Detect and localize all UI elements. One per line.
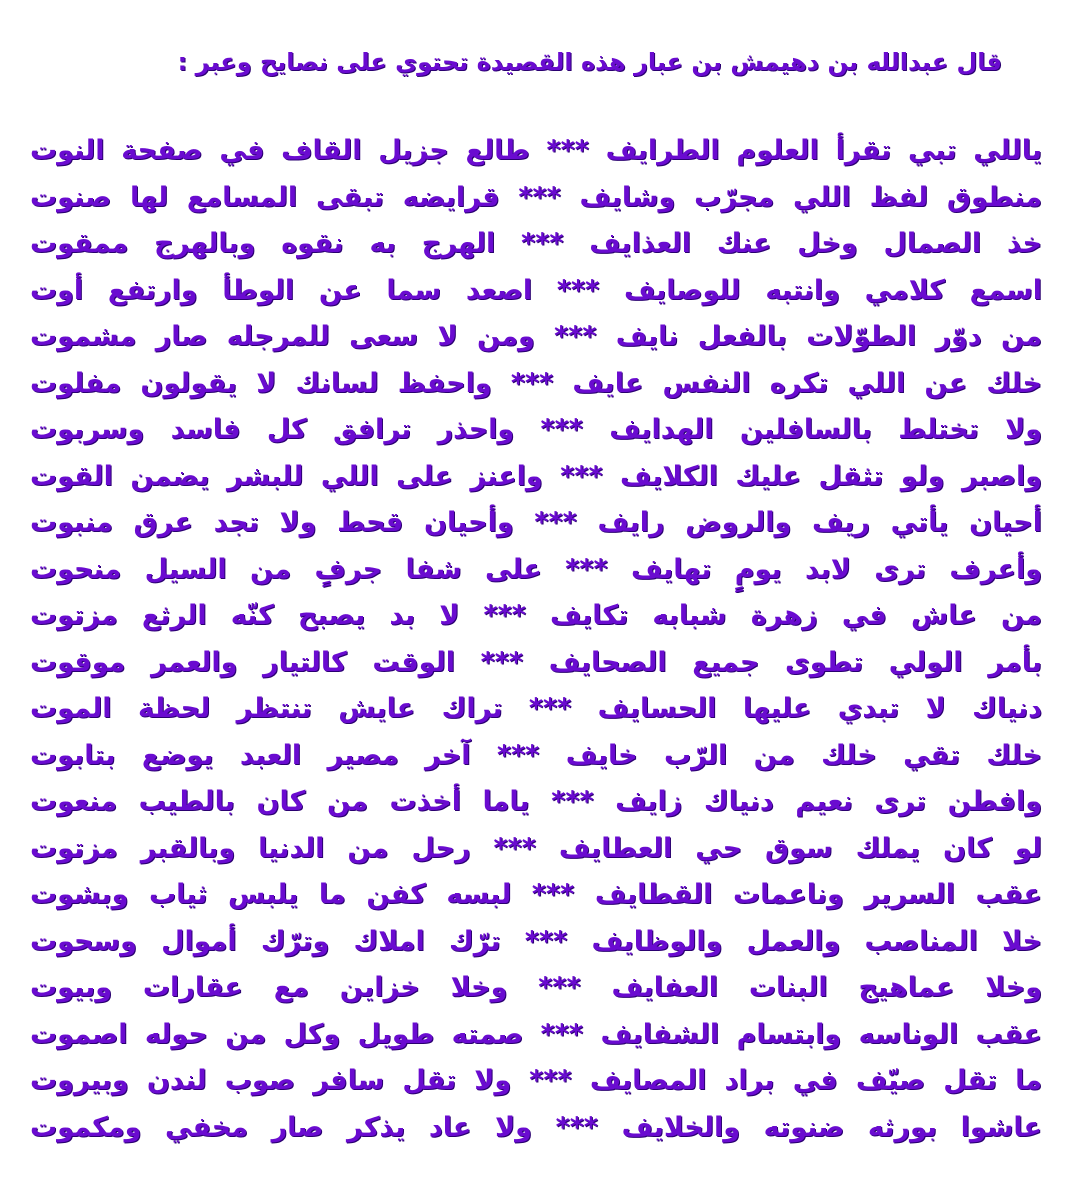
verse-line: ما تقل صيّف في براد المصايف *** ولا تقل سافر صوب لندن وبيروت <box>30 1065 1042 1096</box>
verse-line: خلك عن اللي تكره النفس عايف *** واحفظ لسانك لا يقولون مفلوت <box>30 367 1042 399</box>
verse-line: وخلا عماهيج البنات العفايف *** وخلا خزاين مع عقارات وبيوت <box>30 972 1042 1003</box>
verse-line: عاشوا بورثه ضنوته والخلايف *** ولا عاد يذكر صار مخفي ومكموت <box>30 1111 1042 1143</box>
verse-line: خلك تقي خلك من الرّب خايف *** آخر مصير العبد يوضع بتابوت <box>30 739 1042 771</box>
verse-line: ولا تختلط بالسافلين الهدايف *** واحذر ترافق كل فاسد وسربوت <box>30 414 1042 445</box>
verse-line: دنياك لا تبدي عليها الحسايف *** تراك عايش تنتظر لحظة الموت <box>30 693 1042 724</box>
verse-line: خلا المناصب والعمل والوظايف *** ترّك املاك وترّك أموال وسحوت <box>30 925 1042 957</box>
verse-line: من عاش في زهرة شبابه تكايف *** لا بد يصبح كنّه الرثع مزتوت <box>30 600 1042 631</box>
verse-line: من دوّر الطوّلات بالفعل نايف *** ومن لا سعى للمرجله صار مشموت <box>30 321 1042 352</box>
verse-line: واصبر ولو تثقل عليك الكلايف *** واعنز على اللي للبشر يضمن القوت <box>30 460 1042 492</box>
verse-line: عقب الوناسه وابتسام الشفايف *** صمته طويل وكل من حوله اصموت <box>30 1018 1042 1050</box>
verse-line: بأمر الولي تطوى جميع الصحايف *** الوقت كالتيار والعمر موقوت <box>30 646 1042 678</box>
verse-line: اسمع كلامي وانتبه للوصايف *** اصعد سما عن الوطأ وارتفع أوت <box>30 274 1042 306</box>
verse-line: أحيان يأتي ريف والروض رايف *** وأحيان قحط ولا تجد عرق منبوت <box>30 507 1042 538</box>
verse-line: خذ الصمال وخل عنك العذايف *** الهرج به نقوه وبالهرج ممقوت <box>30 228 1042 259</box>
poem-body <box>30 128 1042 1151</box>
verse-line: وافطن ترى نعيم دنياك زايف *** ياما أخذت من كان بالطيب منعوت <box>30 786 1042 817</box>
poem-title: قال عبدالله بن دهيمش بن عبار هذه القصيدة تحتوي على نصايح وعبر : <box>177 48 1002 76</box>
verse-line: وأعرف ترى لابد يومٍ تهايف *** على شفا جرفٍ من السيل منحوت <box>30 553 1042 585</box>
verse-line: ياللي تبي تقرأ العلوم الطرايف *** طالع جزيل القاف في صفحة النوت <box>30 135 1042 166</box>
verse-line: عقب السرير وناعمات القطايف *** لبسه كفن ما يلبس ثياب وبشوت <box>30 879 1042 910</box>
verse-line: منطوق لفظ اللي مجرّب وشايف *** قرايضه تبقى المسامع لها صنوت <box>30 181 1042 213</box>
verse-line: لو كان يملك سوق حي العطايف *** رحل من الدنيا وبالقبر مزتوت <box>30 832 1042 864</box>
